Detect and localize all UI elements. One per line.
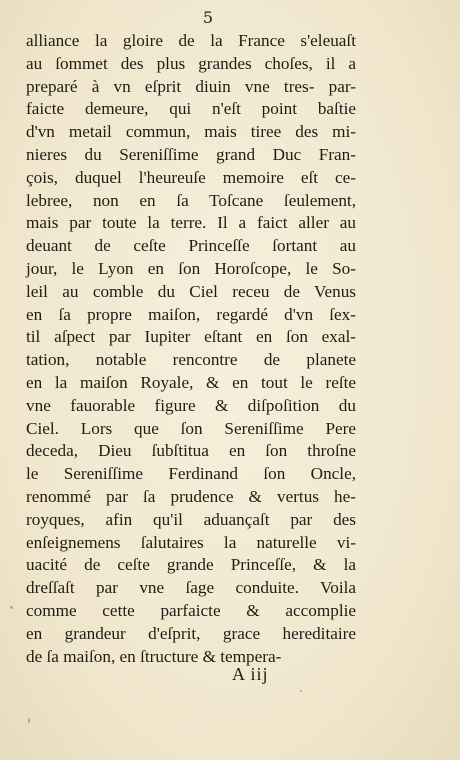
text-line: deuant de ceſte Princeſſe ſortant au (26, 236, 356, 256)
text-line: vne fauorable figure & diſpoſition du (26, 395, 356, 415)
text-line: mais par toute la terre. Il a faict aller au (26, 213, 356, 233)
text-line: til aſpect par Iupiter eſtant en ſon exal- (26, 327, 356, 347)
text-line: nieres du Sereniſſime grand Duc Fran- (26, 144, 356, 164)
text-line: jour, le Lyon en ſon Horoſcope, le So- (26, 258, 356, 278)
paper-speck (10, 606, 13, 609)
text-line: comme cette parfaicte & accomplie (26, 600, 356, 620)
text-line: preparé à vn eſprit diuin vne tres- par- (26, 76, 356, 96)
paper-speck (300, 690, 302, 692)
text-line: dreſſaſt par vne ſage conduite. Voila (26, 578, 356, 598)
page-number: 5 (202, 8, 214, 27)
text-line: deceda, Dieu ſubſtitua en ſon throſne (26, 441, 356, 461)
body-text (26, 30, 356, 668)
text-line: çois, duquel l'heureuſe memoire eſt ce- (26, 167, 356, 187)
text-line: leil au comble du Ciel receu de Venus (26, 281, 356, 301)
text-line: le Sereniſſime Ferdinand ſon Oncle, (26, 464, 356, 484)
signature-mark: A iij (232, 664, 269, 684)
text-line: tation, notable rencontre de planete (26, 350, 356, 370)
text-line: en la maiſon Royale, & en tout le reſte (26, 372, 356, 392)
text-line: d'vn metail commun, mais tiree des mi- (26, 122, 356, 142)
text-line: faicte demeure, qui n'eſt point baſtie (26, 99, 356, 119)
text-line: renommé par ſa prudence & vertus he- (26, 486, 356, 506)
text-line: uacité de ceſte grande Princeſſe, & la (26, 555, 356, 575)
text-line: de ſa maiſon, en ſtructure & tempera- (26, 646, 282, 666)
text-line: lebree, non en ſa Toſcane ſeulement, (26, 190, 356, 210)
text-line: enſeignemens ſalutaires la naturelle vi- (26, 532, 356, 552)
text-line: royques, afin qu'il aduançaſt par des (26, 509, 356, 529)
text-line: alliance la gloire de la France s'eleuaſt (26, 31, 356, 50)
text-line: Ciel. Lors que ſon Sereniſſime Pere (26, 418, 356, 438)
text-line: en grandeur d'eſprit, grace hereditaire (26, 623, 356, 643)
paper-speck (28, 718, 30, 723)
text-line: en ſa propre maiſon, regardé d'vn ſex- (26, 304, 356, 324)
text-line: au ſommet des plus grandes choſes, il a (26, 53, 356, 73)
